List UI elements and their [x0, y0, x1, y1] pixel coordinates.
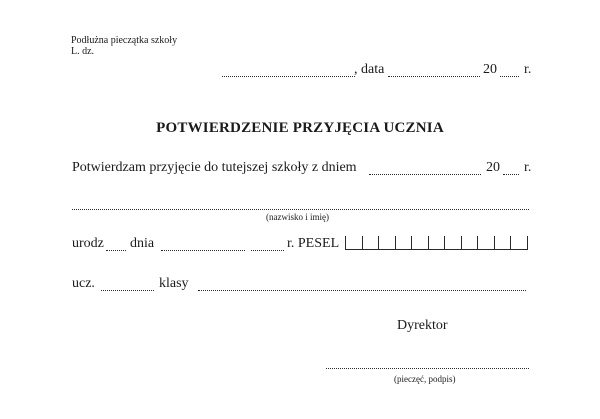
pesel-digit-box[interactable]	[510, 236, 528, 249]
birth-year-field[interactable]	[251, 250, 284, 251]
pesel-digit-box[interactable]	[345, 236, 362, 249]
student-field[interactable]	[101, 290, 154, 291]
stamp-label: Podłużna pieczątka szkoły	[71, 35, 178, 46]
full-name-field[interactable]	[72, 209, 529, 210]
born-suffix-field[interactable]	[106, 250, 126, 251]
pesel-digit-box[interactable]	[428, 236, 445, 249]
signature-field[interactable]	[326, 368, 529, 369]
pesel-digit-box[interactable]	[395, 236, 412, 249]
birth-day-label: dnia	[130, 236, 155, 251]
class-field[interactable]	[198, 290, 526, 291]
pesel-digit-box[interactable]	[494, 236, 511, 249]
pesel-digit-box[interactable]	[477, 236, 494, 249]
class-label: klasy	[159, 276, 189, 291]
admission-year-suffix: r.	[524, 160, 532, 175]
admission-year-prefix: 20	[486, 160, 500, 175]
pesel-digit-box[interactable]	[378, 236, 395, 249]
document-title: POTWIERDZENIE PRZYJĘCIA UCZNIA	[156, 120, 444, 136]
date-field[interactable]	[388, 76, 480, 77]
director-label: Dyrektor	[397, 318, 448, 333]
signature-caption: (pieczęć, podpis)	[394, 374, 456, 384]
reference-number-label: L. dz.	[71, 46, 95, 57]
pesel-label: r. PESEL	[287, 236, 340, 251]
pesel-digit-box[interactable]	[411, 236, 428, 249]
pesel-digit-box[interactable]	[444, 236, 461, 249]
pesel-boxes[interactable]	[345, 236, 528, 250]
date-year-field[interactable]	[500, 76, 519, 77]
pesel-digit-box[interactable]	[362, 236, 379, 249]
confirm-text: Potwierdzam przyjęcie do tutejszej szkoły z dniem	[72, 160, 357, 175]
birth-date-field[interactable]	[161, 250, 245, 251]
date-label: , data	[354, 62, 385, 77]
born-label: urodz	[72, 236, 104, 251]
admission-date-field[interactable]	[369, 174, 481, 175]
name-caption: (nazwisko i imię)	[266, 212, 329, 222]
date-year-suffix: r.	[524, 62, 532, 77]
place-field[interactable]	[222, 76, 355, 77]
pesel-digit-box[interactable]	[461, 236, 478, 249]
student-label: ucz.	[72, 276, 95, 291]
admission-year-field[interactable]	[503, 174, 519, 175]
date-year-prefix: 20	[483, 62, 497, 77]
